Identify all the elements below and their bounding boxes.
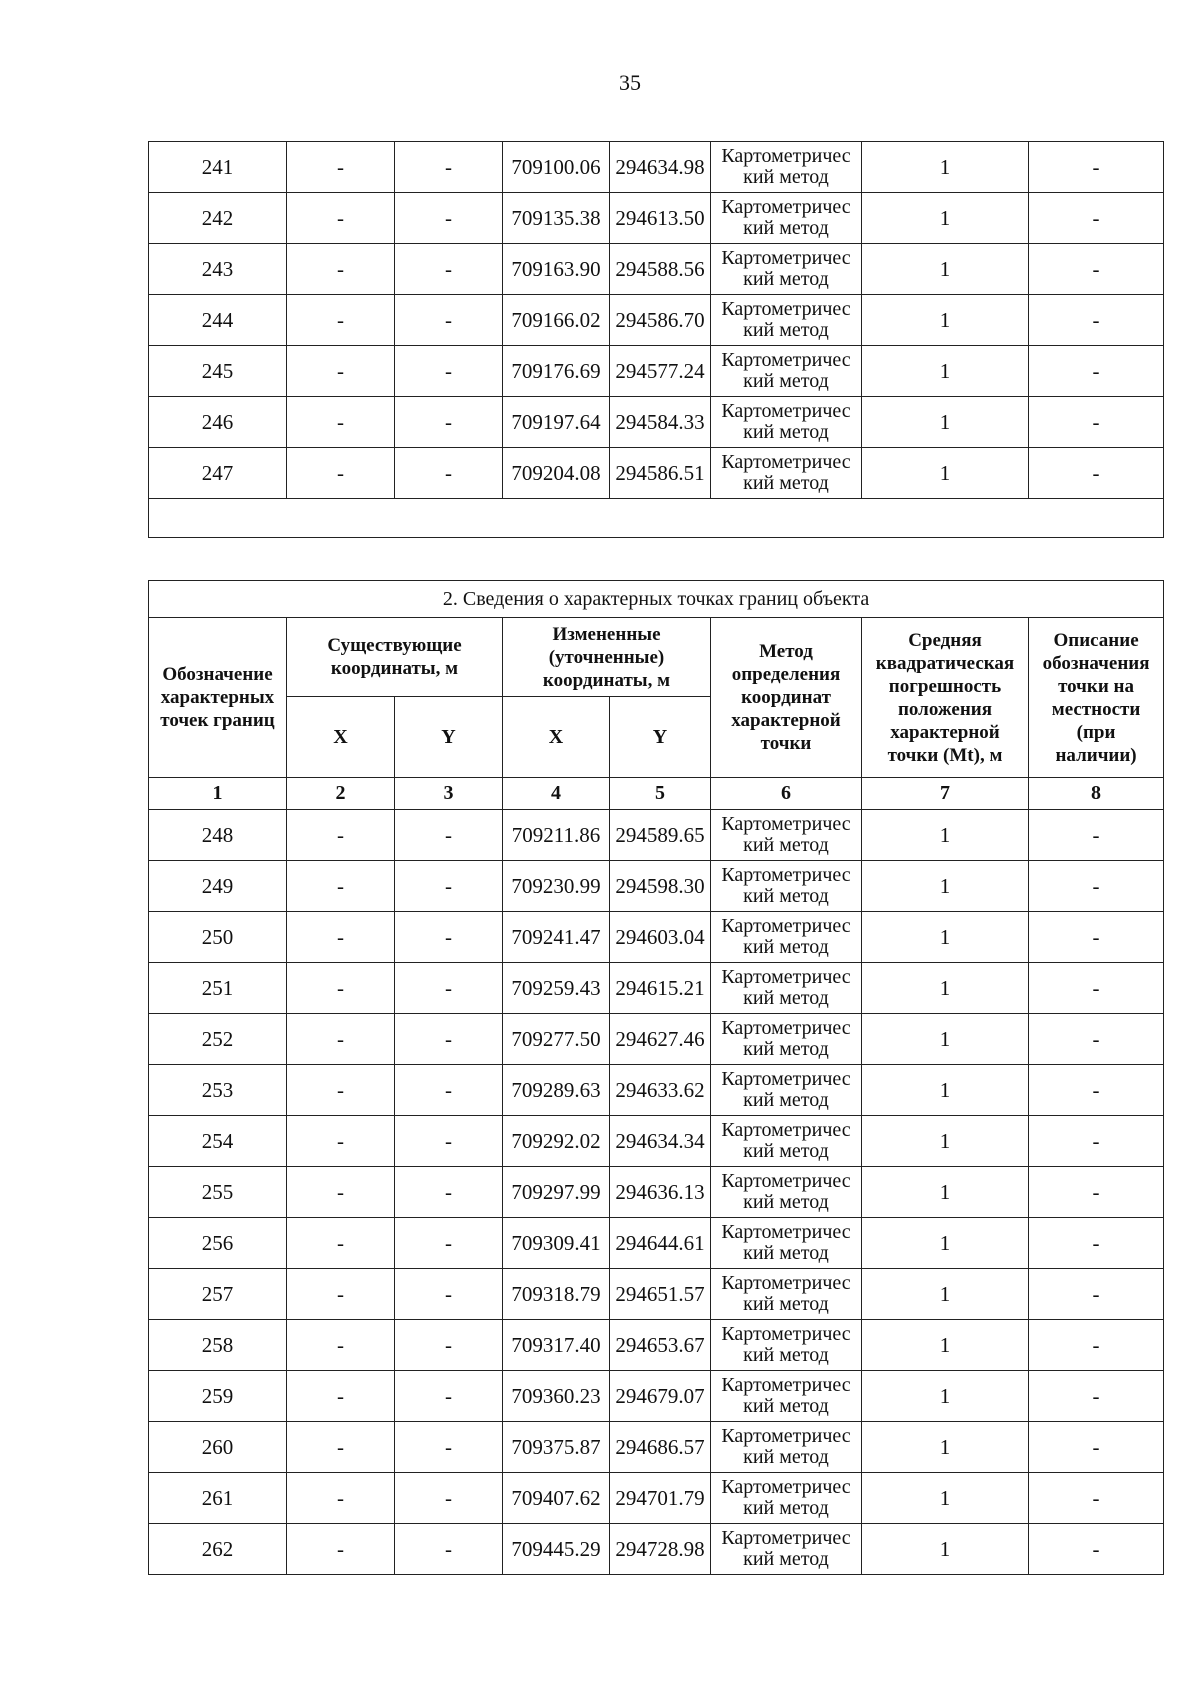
method-text-line: кий метод [743, 885, 829, 907]
cell-method [711, 912, 862, 963]
cell-existing-y: - [395, 1065, 503, 1116]
cell-mean-error: 1 [862, 912, 1029, 963]
cell-point-id: 258 [149, 1320, 287, 1371]
table-row [149, 1269, 1164, 1320]
cell-point-id: 251 [149, 963, 287, 1014]
method-text-line: кий метод [743, 421, 829, 443]
cell-description: - [1029, 244, 1164, 295]
cell-existing-x: - [287, 1065, 395, 1116]
method-text-line: Картометричес [721, 400, 851, 422]
cell-point-id: 257 [149, 1269, 287, 1320]
cell-changed-y: 294653.67 [610, 1320, 711, 1371]
cell-changed-y: 294636.13 [610, 1167, 711, 1218]
cell-changed-y: 294589.65 [610, 810, 711, 861]
cell-description: - [1029, 1116, 1164, 1167]
cell-point-id: 246 [149, 397, 287, 448]
cell-point-id: 241 [149, 142, 287, 193]
cell-description: - [1029, 1371, 1164, 1422]
cell-method [711, 397, 862, 448]
cell-method [711, 448, 862, 499]
table-row [149, 1422, 1164, 1473]
cell-changed-y: 294577.24 [610, 346, 711, 397]
cell-mean-error: 1 [862, 193, 1029, 244]
column-number: 6 [711, 778, 862, 810]
method-text-line: Картометричес [721, 349, 851, 371]
cell-existing-x: - [287, 1524, 395, 1575]
cell-description: - [1029, 1422, 1164, 1473]
cell-description: - [1029, 295, 1164, 346]
coordinates-table-continued [148, 141, 1164, 538]
cell-description: - [1029, 1065, 1164, 1116]
boundary-points-table [148, 580, 1164, 1575]
cell-existing-x: - [287, 912, 395, 963]
method-text-line: кий метод [743, 268, 829, 290]
cell-changed-y: 294586.70 [610, 295, 711, 346]
column-number: 4 [503, 778, 610, 810]
cell-method [711, 244, 862, 295]
method-text-line: Картометричес [721, 1272, 851, 1294]
method-text-line: кий метод [743, 319, 829, 341]
cell-point-id: 253 [149, 1065, 287, 1116]
column-number: 8 [1029, 778, 1164, 810]
cell-changed-x: 709289.63 [503, 1065, 610, 1116]
cell-changed-y: 294603.04 [610, 912, 711, 963]
method-text-line: кий метод [743, 166, 829, 188]
method-text-line: Картометричес [721, 145, 851, 167]
method-text-line: Картометричес [721, 451, 851, 473]
cell-description: - [1029, 1473, 1164, 1524]
cell-method [711, 1371, 862, 1422]
cell-existing-y: - [395, 448, 503, 499]
cell-description: - [1029, 1167, 1164, 1218]
method-text-line: Картометричес [721, 1425, 851, 1447]
page-number: 35 [619, 70, 641, 95]
cell-description: - [1029, 448, 1164, 499]
cell-existing-y: - [395, 963, 503, 1014]
method-text-line: кий метод [743, 217, 829, 239]
cell-mean-error: 1 [862, 1371, 1029, 1422]
cell-mean-error: 1 [862, 1269, 1029, 1320]
cell-changed-y: 294728.98 [610, 1524, 711, 1575]
section-caption: 2. Сведения о характерных точках границ объекта [149, 581, 1164, 618]
cell-description: - [1029, 346, 1164, 397]
cell-existing-y: - [395, 1167, 503, 1218]
method-text-line: Картометричес [721, 864, 851, 886]
cell-description: - [1029, 142, 1164, 193]
cell-changed-y: 294644.61 [610, 1218, 711, 1269]
method-text-line: Картометричес [721, 1527, 851, 1549]
cell-changed-y: 294686.57 [610, 1422, 711, 1473]
table-row [149, 963, 1164, 1014]
cell-point-id: 260 [149, 1422, 287, 1473]
method-text-line: Картометричес [721, 1323, 851, 1345]
table-row [149, 397, 1164, 448]
cell-existing-y: - [395, 1524, 503, 1575]
method-text-line: Картометричес [721, 1476, 851, 1498]
cell-existing-y: - [395, 1269, 503, 1320]
cell-changed-x: 709317.40 [503, 1320, 610, 1371]
table-row [149, 193, 1164, 244]
header-existing-coordinates: Существующие координаты, м [287, 618, 503, 697]
cell-mean-error: 1 [862, 346, 1029, 397]
cell-point-id: 248 [149, 810, 287, 861]
cell-existing-y: - [395, 397, 503, 448]
cell-changed-x: 709407.62 [503, 1473, 610, 1524]
cell-changed-x: 709241.47 [503, 912, 610, 963]
cell-existing-x: - [287, 1269, 395, 1320]
cell-description: - [1029, 397, 1164, 448]
cell-description: - [1029, 861, 1164, 912]
cell-existing-y: - [395, 861, 503, 912]
method-text-line: кий метод [743, 1089, 829, 1111]
cell-existing-x: - [287, 346, 395, 397]
table-row [149, 142, 1164, 193]
cell-mean-error: 1 [862, 1014, 1029, 1065]
method-text-line: Картометричес [721, 298, 851, 320]
cell-mean-error: 1 [862, 1167, 1029, 1218]
cell-description: - [1029, 193, 1164, 244]
cell-point-id: 245 [149, 346, 287, 397]
cell-existing-y: - [395, 1218, 503, 1269]
table-row [149, 1116, 1164, 1167]
cell-method [711, 861, 862, 912]
method-text-line: Картометричес [721, 196, 851, 218]
cell-changed-x: 709166.02 [503, 295, 610, 346]
table-row [149, 1371, 1164, 1422]
cell-existing-y: - [395, 1116, 503, 1167]
method-text-line: Картометричес [721, 1374, 851, 1396]
cell-description: - [1029, 1014, 1164, 1065]
header-point-designation: Обозначение характерных точек границ [149, 618, 287, 778]
cell-existing-y: - [395, 1014, 503, 1065]
cell-method [711, 346, 862, 397]
cell-changed-x: 709277.50 [503, 1014, 610, 1065]
cell-mean-error: 1 [862, 861, 1029, 912]
header-changed-coordinates: Измененные (уточненные) координаты, м [503, 618, 711, 697]
header-existing-x: X [287, 697, 395, 778]
cell-point-id: 252 [149, 1014, 287, 1065]
cell-existing-x: - [287, 1473, 395, 1524]
cell-point-id: 242 [149, 193, 287, 244]
cell-changed-x: 709176.69 [503, 346, 610, 397]
blank-cell [149, 499, 1164, 538]
table-row [149, 346, 1164, 397]
cell-method [711, 1218, 862, 1269]
cell-existing-x: - [287, 1167, 395, 1218]
cell-mean-error: 1 [862, 1218, 1029, 1269]
cell-changed-x: 709360.23 [503, 1371, 610, 1422]
method-text-line: Картометричес [721, 813, 851, 835]
cell-point-id: 259 [149, 1371, 287, 1422]
table-row [149, 1320, 1164, 1371]
cell-existing-x: - [287, 1422, 395, 1473]
cell-existing-x: - [287, 142, 395, 193]
cell-existing-x: - [287, 397, 395, 448]
cell-changed-y: 294633.62 [610, 1065, 711, 1116]
table1-blank-row [149, 499, 1164, 538]
column-number: 3 [395, 778, 503, 810]
cell-method [711, 1065, 862, 1116]
cell-description: - [1029, 810, 1164, 861]
header-mean-error: Средняя квадратическая погрешность положения характерной точки (Mt), м [862, 618, 1029, 778]
cell-description: - [1029, 963, 1164, 1014]
cell-existing-x: - [287, 193, 395, 244]
column-number-row [149, 778, 1164, 810]
method-text-line: Картометричес [721, 247, 851, 269]
method-text-line: кий метод [743, 370, 829, 392]
cell-method [711, 1524, 862, 1575]
table-row [149, 1524, 1164, 1575]
cell-changed-x: 709375.87 [503, 1422, 610, 1473]
cell-changed-y: 294634.98 [610, 142, 711, 193]
cell-existing-x: - [287, 963, 395, 1014]
header-description: Описание обозначения точки на местности (при наличии) [1029, 618, 1164, 778]
cell-mean-error: 1 [862, 1422, 1029, 1473]
cell-existing-x: - [287, 1218, 395, 1269]
header-method: Метод определения координат характерной точки [711, 618, 862, 778]
cell-existing-y: - [395, 346, 503, 397]
cell-existing-x: - [287, 244, 395, 295]
cell-changed-y: 294588.56 [610, 244, 711, 295]
table-row [149, 912, 1164, 963]
cell-existing-y: - [395, 810, 503, 861]
column-number: 5 [610, 778, 711, 810]
cell-existing-y: - [395, 244, 503, 295]
method-text-line: Картометричес [721, 1068, 851, 1090]
cell-point-id: 244 [149, 295, 287, 346]
table-row [149, 1014, 1164, 1065]
method-text-line: кий метод [743, 1548, 829, 1570]
table-row [149, 1167, 1164, 1218]
cell-changed-x: 709211.86 [503, 810, 610, 861]
cell-description: - [1029, 1524, 1164, 1575]
cell-point-id: 254 [149, 1116, 287, 1167]
cell-existing-x: - [287, 448, 395, 499]
cell-method [711, 1473, 862, 1524]
method-text-line: кий метод [743, 834, 829, 856]
cell-method [711, 1116, 862, 1167]
cell-point-id: 256 [149, 1218, 287, 1269]
method-text-line: Картометричес [721, 1221, 851, 1243]
column-number: 1 [149, 778, 287, 810]
cell-changed-y: 294651.57 [610, 1269, 711, 1320]
cell-existing-x: - [287, 1014, 395, 1065]
cell-method [711, 193, 862, 244]
header-changed-y: Y [610, 697, 711, 778]
header-existing-y: Y [395, 697, 503, 778]
cell-point-id: 262 [149, 1524, 287, 1575]
method-text-line: кий метод [743, 1038, 829, 1060]
method-text-line: кий метод [743, 1293, 829, 1315]
cell-method [711, 963, 862, 1014]
cell-existing-y: - [395, 193, 503, 244]
cell-existing-y: - [395, 1320, 503, 1371]
cell-description: - [1029, 1269, 1164, 1320]
table1-body [149, 142, 1164, 538]
cell-method [711, 1320, 862, 1371]
cell-changed-y: 294586.51 [610, 448, 711, 499]
cell-point-id: 261 [149, 1473, 287, 1524]
cell-point-id: 255 [149, 1167, 287, 1218]
cell-mean-error: 1 [862, 1116, 1029, 1167]
method-text-line: Картометричес [721, 966, 851, 988]
cell-existing-x: - [287, 1320, 395, 1371]
cell-mean-error: 1 [862, 1524, 1029, 1575]
table-row [149, 1218, 1164, 1269]
cell-existing-y: - [395, 1422, 503, 1473]
cell-method [711, 1014, 862, 1065]
cell-method [711, 142, 862, 193]
method-text-line: кий метод [743, 1140, 829, 1162]
cell-existing-y: - [395, 295, 503, 346]
cell-mean-error: 1 [862, 397, 1029, 448]
cell-description: - [1029, 1320, 1164, 1371]
method-text-line: кий метод [743, 1395, 829, 1417]
column-number: 2 [287, 778, 395, 810]
table-row [149, 1065, 1164, 1116]
cell-existing-x: - [287, 295, 395, 346]
cell-mean-error: 1 [862, 1320, 1029, 1371]
cell-existing-y: - [395, 1371, 503, 1422]
cell-changed-y: 294634.34 [610, 1116, 711, 1167]
method-text-line: кий метод [743, 1242, 829, 1264]
method-text-line: кий метод [743, 936, 829, 958]
method-text-line: кий метод [743, 1446, 829, 1468]
cell-description: - [1029, 912, 1164, 963]
cell-method [711, 1269, 862, 1320]
cell-mean-error: 1 [862, 1473, 1029, 1524]
cell-changed-y: 294584.33 [610, 397, 711, 448]
cell-existing-x: - [287, 1116, 395, 1167]
cell-existing-x: - [287, 861, 395, 912]
method-text-line: Картометричес [721, 915, 851, 937]
cell-existing-y: - [395, 142, 503, 193]
cell-method [711, 295, 862, 346]
cell-changed-x: 709309.41 [503, 1218, 610, 1269]
cell-description: - [1029, 1218, 1164, 1269]
cell-mean-error: 1 [862, 448, 1029, 499]
method-text-line: кий метод [743, 987, 829, 1009]
method-text-line: кий метод [743, 1191, 829, 1213]
cell-changed-y: 294701.79 [610, 1473, 711, 1524]
cell-changed-x: 709197.64 [503, 397, 610, 448]
table-row [149, 244, 1164, 295]
cell-mean-error: 1 [862, 963, 1029, 1014]
table2-header [149, 581, 1164, 810]
method-text-line: Картометричес [721, 1017, 851, 1039]
cell-method [711, 1167, 862, 1218]
cell-existing-x: - [287, 810, 395, 861]
table2-body [149, 810, 1164, 1575]
method-text-line: Картометричес [721, 1170, 851, 1192]
column-number: 7 [862, 778, 1029, 810]
cell-changed-y: 294598.30 [610, 861, 711, 912]
cell-changed-y: 294615.21 [610, 963, 711, 1014]
cell-changed-x: 709445.29 [503, 1524, 610, 1575]
cell-point-id: 247 [149, 448, 287, 499]
cell-changed-y: 294627.46 [610, 1014, 711, 1065]
cell-point-id: 243 [149, 244, 287, 295]
table-row [149, 1473, 1164, 1524]
cell-changed-x: 709230.99 [503, 861, 610, 912]
cell-point-id: 249 [149, 861, 287, 912]
table-row [149, 448, 1164, 499]
cell-changed-x: 709135.38 [503, 193, 610, 244]
table-row [149, 861, 1164, 912]
table-row [149, 810, 1164, 861]
table-row [149, 295, 1164, 346]
cell-mean-error: 1 [862, 1065, 1029, 1116]
cell-changed-x: 709292.02 [503, 1116, 610, 1167]
cell-changed-x: 709297.99 [503, 1167, 610, 1218]
cell-mean-error: 1 [862, 295, 1029, 346]
header-changed-x: X [503, 697, 610, 778]
cell-method [711, 810, 862, 861]
cell-mean-error: 1 [862, 142, 1029, 193]
cell-method [711, 1422, 862, 1473]
cell-mean-error: 1 [862, 244, 1029, 295]
cell-existing-y: - [395, 1473, 503, 1524]
method-text-line: Картометричес [721, 1119, 851, 1141]
cell-changed-x: 709204.08 [503, 448, 610, 499]
method-text-line: кий метод [743, 1497, 829, 1519]
cell-existing-x: - [287, 1371, 395, 1422]
cell-changed-x: 709259.43 [503, 963, 610, 1014]
cell-existing-y: - [395, 912, 503, 963]
cell-changed-y: 294679.07 [610, 1371, 711, 1422]
cell-mean-error: 1 [862, 810, 1029, 861]
cell-changed-y: 294613.50 [610, 193, 711, 244]
cell-changed-x: 709100.06 [503, 142, 610, 193]
cell-changed-x: 709318.79 [503, 1269, 610, 1320]
method-text-line: кий метод [743, 1344, 829, 1366]
method-text-line: кий метод [743, 472, 829, 494]
cell-point-id: 250 [149, 912, 287, 963]
cell-changed-x: 709163.90 [503, 244, 610, 295]
